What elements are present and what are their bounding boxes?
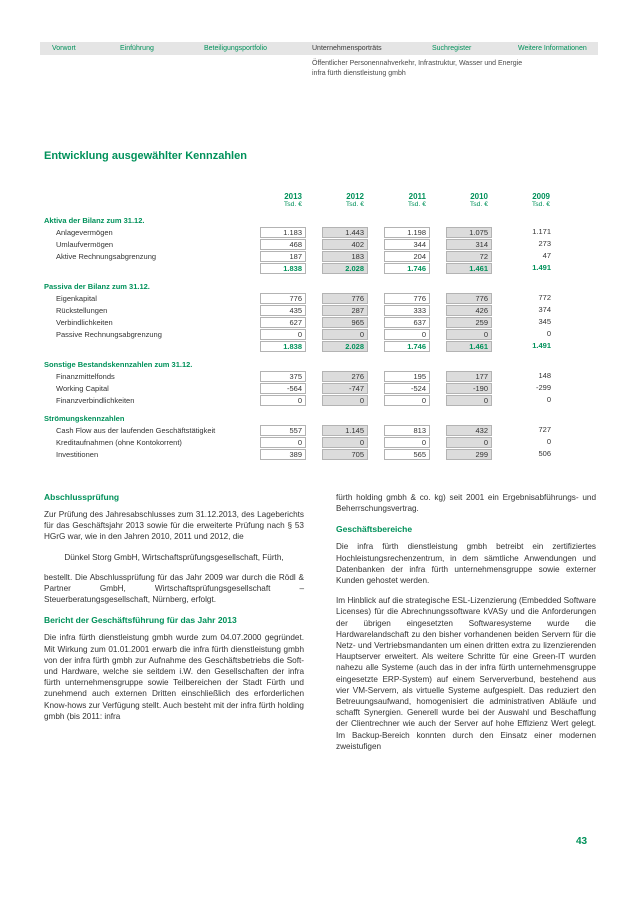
row-label: Kreditaufnahmen (ohne Kontokorrent) [56,437,182,447]
kpi-table [44,186,556,460]
value-box: -747 [322,383,368,394]
section-header-label: Strömungskennzahlen [44,413,125,423]
article-paragraph: Die infra fürth dienstleistung gmbh wurde zum 04.07.2000 gegründet. Mit Wirkung zum 01.01.2001 erwarb die infra fürth dienstleistung gmbh von der infra fürth gmbh zur Aufnahme des Geschäftsbetriebs die Soft- und Hardware, welche sie seitdem i.W. den Gesellschaften der infra fürth unternehmensgruppe sowie Teilbereichen der Stadt Fürth und zunehmend auch externen Dritten einschließlich des erforderlichen Know-hows zur Verfügung stellt. Auch besteht mit der infra fürth holding gmbh (bis 2011: infra [44,633,304,721]
section-header-label: Sonstige Bestandskennzahlen zum 31.12. [44,359,193,369]
value-cell [492,395,554,406]
value-cell [306,251,368,262]
value-box: 468 [260,239,306,250]
value-cell [368,341,430,352]
breadcrumb [312,59,522,78]
value-box: 0 [260,395,306,406]
value-cell [368,305,430,316]
value-cell [492,383,554,394]
value-box: 299 [446,449,492,460]
value-cell [306,371,368,382]
nav-item-5[interactable]: Suchregister [432,45,472,52]
value-cell [306,317,368,328]
value-box: -299 [535,382,551,392]
value-cell [368,251,430,262]
nav-item-6[interactable]: Weitere Informationen [518,45,587,52]
table-section-header [44,280,556,292]
value-box: 333 [384,305,430,316]
value-cell [368,227,430,238]
value-cell [492,293,554,304]
value-cell [430,425,492,436]
value-box: 627 [260,317,306,328]
table-header-row [44,186,556,208]
value-box: 287 [322,305,368,316]
value-cell [306,383,368,394]
value-box: 727 [538,424,551,434]
value-box: 0 [546,436,551,446]
value-box: 259 [446,317,492,328]
value-box: 426 [446,305,492,316]
value-box: 1.145 [322,425,368,436]
value-cell [430,341,492,352]
value-box: 389 [260,449,306,460]
value-box: -190 [446,383,492,394]
value-box: 965 [322,317,368,328]
value-box: 345 [538,316,551,326]
year-label: 2011 [408,192,426,201]
value-cell [306,425,368,436]
table-row [44,328,556,340]
value-cell [492,371,554,382]
value-box: 1.075 [446,227,492,238]
value-box: 1.746 [384,263,430,274]
value-cell [306,437,368,448]
value-cell [430,227,492,238]
value-cell [492,341,554,352]
value-cell [244,449,306,460]
article-paragraph: Zur Prüfung des Jahresabschlusses zum 31.12.2013, des Lageberichts für das Geschäftsjahr 2013 sowie für die erweiterte Prüfung nach § 53 HGrG war, wie in den Jahren 2010, 2011 und 2012, die [44,510,304,542]
value-box: 204 [384,251,430,262]
year-label: 2012 [346,192,364,201]
value-box: 1.491 [532,340,551,350]
article-heading: Abschlussprüfung [44,492,120,502]
value-box: 1.461 [446,341,492,352]
breadcrumb-line-1: Öffentlicher Personennahverkehr, Infrastruktur, Wasser und Energie [312,60,523,67]
value-box: 435 [260,305,306,316]
value-box: 0 [322,437,368,448]
article-paragraph: bestellt. Die Abschlussprüfung für das Jahr 2009 war durch die Rödl & Partner GmbH, Wirtschaftsprüfungsgesellschaft – Steuerberatungsgesellschaft, Nürnberg, erfolgt. [44,572,304,605]
value-box: 1.183 [260,227,306,238]
table-total-row [44,340,556,352]
year-column-header [492,192,554,208]
row-label: Umlaufvermögen [56,239,114,249]
table-row [44,394,556,406]
value-box: 2.028 [322,263,368,274]
table-row [44,424,556,436]
year-label: 2013 [284,192,302,201]
nav-item-4[interactable]: Unternehmensporträts [312,45,382,52]
value-cell [492,239,554,250]
row-label: Finanzverbindlichkeiten [56,395,135,405]
breadcrumb-line-2: infra fürth dienstleistung gmbh [312,69,406,77]
value-box: 2.028 [322,341,368,352]
value-cell [492,317,554,328]
value-box: 276 [322,371,368,382]
value-box: 772 [538,292,551,302]
value-box: 1.746 [384,341,430,352]
unit-label: Tsd. € [345,201,364,208]
value-cell [244,383,306,394]
unit-label: Tsd. € [283,201,302,208]
article-paragraph: Dünkel Storg GmbH, Wirtschaftsprüfungsgesellschaft, Fürth, [64,552,284,562]
nav-item-1[interactable]: Vorwort [52,45,76,52]
value-box: 0 [546,328,551,338]
value-cell [430,329,492,340]
value-cell [430,263,492,274]
value-box: 148 [538,370,551,380]
value-box: 776 [384,293,430,304]
value-box: 273 [538,238,551,248]
value-box: 1.443 [322,227,368,238]
value-cell [306,227,368,238]
value-cell [430,395,492,406]
value-box: 776 [322,293,368,304]
value-cell [306,329,368,340]
value-cell [244,317,306,328]
value-box: -524 [384,383,430,394]
nav-item-2[interactable]: Einführung [120,45,154,52]
value-box: 0 [446,437,492,448]
value-box: 565 [384,449,430,460]
table-row [44,304,556,316]
value-cell [244,329,306,340]
row-label: Eigenkapital [56,293,97,303]
top-nav [40,42,598,55]
value-box: 0 [260,329,306,340]
value-box: 0 [322,395,368,406]
year-column-header [306,192,368,208]
value-cell [430,383,492,394]
articles [44,492,596,761]
value-cell [368,239,430,250]
text-column-left [44,492,304,761]
row-label: Working Capital [56,383,109,393]
value-cell [244,371,306,382]
row-label: Anlagevermögen [56,227,113,237]
value-cell [368,437,430,448]
value-box: 0 [384,395,430,406]
value-cell [368,263,430,274]
article-heading: Geschäftsbereiche [336,524,413,535]
value-box: 506 [538,448,551,458]
article-heading: Bericht der Geschäftsführung für das Jahr 2013 [44,615,237,626]
value-box: 374 [538,304,551,314]
value-box: 1.838 [260,263,306,274]
value-cell [368,293,430,304]
value-cell [244,239,306,250]
value-cell [244,341,306,352]
value-box: 0 [384,437,430,448]
value-box: 187 [260,251,306,262]
value-cell [492,425,554,436]
value-cell [492,449,554,460]
value-box: 72 [446,251,492,262]
article-paragraph: Im Hinblick auf die strategische ESL-Lizenzierung (Embedded Software Licenses) für die Abrechnungssoftware kVASy und die Anforderungen der übrigen eingesetzten Softwaresysteme wurde die Hardwarelandschaft zu den bisher vorhandenen beiden Servern für die Netz- und Vertriebsmandanten um einen dritten extra zu lizenzierenden Hauptserver erweitert. Als weitere Schritte für eine Green-IT wurden nahezu alle Systeme (auch das in der infra fürth unternehmensgruppe eingesetzte ERP-System) auf einem Serververbund, bestehend aus vier VM-Servern, als virtuelle Systeme aufgespielt. Das reduziert den Betreuungsaufwand, homogenisiert die administrativen Abläufe und schafft Synergien. Generell wurde bei der Auswahl und Beschaffung der Clientrechner wie auch der Server auf hohe Effizienz Wert gelegt. Im Backup-Bereich konnten durch den Einsatz einer modernen zweistufigen [336,596,596,751]
value-cell [244,263,306,274]
section-header-label: Aktiva der Bilanz zum 31.12. [44,215,145,225]
table-row [44,448,556,460]
table-row [44,382,556,394]
value-cell [306,395,368,406]
value-cell [430,305,492,316]
unit-label: Tsd. € [531,201,550,208]
table-row [44,292,556,304]
table-section-header [44,358,556,370]
value-box: 1.491 [532,262,551,272]
value-cell [368,317,430,328]
value-cell [306,305,368,316]
article-paragraph: Die infra fürth dienstleistung gmbh betreibt ein zertifiziertes Hochleistungsrechenzentrum, in dem sämtliche Anwendungen und Datenbanken der infra fürth unternehmensgruppe sowie externer Kunden gehostet werden. [336,542,596,586]
value-box: 776 [446,293,492,304]
value-box: 375 [260,371,306,382]
value-cell [492,437,554,448]
value-box: 0 [446,395,492,406]
row-label: Cash Flow aus der laufenden Geschäftstätigkeit [56,425,216,435]
row-label: Investitionen [56,449,99,459]
value-box: -564 [260,383,306,394]
page-number: 43 [576,836,588,847]
year-column-header [244,192,306,208]
table-section-header [44,214,556,226]
value-cell [492,329,554,340]
value-cell [430,371,492,382]
value-cell [368,371,430,382]
value-cell [430,437,492,448]
page-title: Entwicklung ausgewählter Kennzahlen [44,150,247,162]
value-cell [244,293,306,304]
value-box: 1.461 [446,263,492,274]
value-cell [244,425,306,436]
value-cell [368,425,430,436]
row-label: Rückstellungen [56,305,108,315]
year-label: 2009 [532,192,550,201]
value-box: 813 [384,425,430,436]
value-box: 1.838 [260,341,306,352]
value-box: 402 [322,239,368,250]
table-row [44,238,556,250]
table-row [44,370,556,382]
value-cell [244,251,306,262]
value-cell [430,449,492,460]
year-label: 2010 [470,192,488,201]
table-section-header [44,412,556,424]
value-cell [368,329,430,340]
table-total-row [44,262,556,274]
value-box: 344 [384,239,430,250]
year-column-header [368,192,430,208]
nav-item-3[interactable]: Beteiligungsportfolio [204,45,268,52]
year-column-header [430,192,492,208]
value-cell [306,293,368,304]
unit-label: Tsd. € [407,201,426,208]
value-cell [430,239,492,250]
value-box: 0 [384,329,430,340]
value-box: 177 [446,371,492,382]
value-cell [244,305,306,316]
table-row [44,316,556,328]
value-box: 47 [542,250,551,260]
value-cell [430,317,492,328]
table-row [44,250,556,262]
section-header-label: Passiva der Bilanz zum 31.12. [44,281,150,291]
row-label: Finanzmittelfonds [56,371,115,381]
table-row [44,226,556,238]
unit-label: Tsd. € [469,201,488,208]
row-label: Passive Rechnungsabgrenzung [56,329,162,339]
value-box: 557 [260,425,306,436]
value-cell [306,449,368,460]
value-box: 705 [322,449,368,460]
value-cell [368,395,430,406]
value-cell [368,449,430,460]
value-cell [492,251,554,262]
value-box: 314 [446,239,492,250]
value-cell [492,305,554,316]
value-cell [306,341,368,352]
table-row [44,436,556,448]
value-box: 776 [260,293,306,304]
value-cell [244,437,306,448]
value-cell [306,263,368,274]
value-cell [492,263,554,274]
value-box: 1.171 [532,226,551,236]
value-box: 0 [546,394,551,404]
value-box: 637 [384,317,430,328]
text-column-right [336,492,596,761]
value-cell [430,293,492,304]
value-cell [368,383,430,394]
value-cell [244,395,306,406]
value-cell [306,239,368,250]
value-box: 0 [322,329,368,340]
article-paragraph: fürth holding gmbh & co. kg) seit 2001 ein Ergebnisabführungs- und Beherrschungsvertrag. [336,493,596,514]
row-label: Aktive Rechnungsabgrenzung [56,251,157,261]
value-cell [430,251,492,262]
value-box: 0 [260,437,306,448]
value-box: 432 [446,425,492,436]
value-box: 1.198 [384,227,430,238]
value-box: 183 [322,251,368,262]
value-box: 0 [446,329,492,340]
value-cell [244,227,306,238]
row-label: Verbindlichkeiten [56,317,113,327]
value-box: 195 [384,371,430,382]
value-cell [492,227,554,238]
